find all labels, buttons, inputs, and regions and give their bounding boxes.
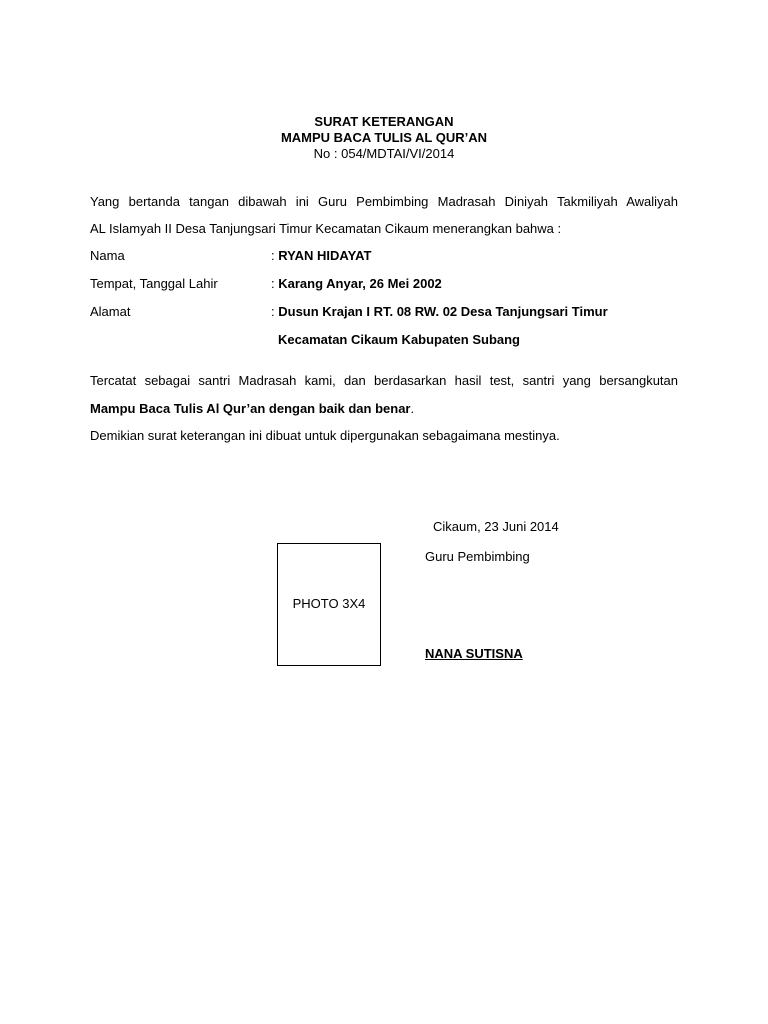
statement-bold: Mampu Baca Tulis Al Qur’an dengan baik dan benar (90, 401, 411, 416)
address-separator: : (271, 304, 279, 319)
document-title: SURAT KETERANGAN (314, 114, 454, 129)
birth-value: Karang Anyar, 26 Mei 2002 (278, 276, 442, 291)
birth-field (271, 276, 442, 291)
document-subtitle: MAMPU BACA TULIS AL QUR’AN (280, 130, 488, 145)
place-date: Cikaum, 23 Juni 2014 (433, 519, 559, 534)
address-label: Alamat (90, 304, 131, 319)
name-label: Nama (90, 248, 125, 263)
photo-label: PHOTO 3X4 (292, 596, 366, 611)
photo-placeholder (277, 543, 381, 666)
intro-line-2: AL Islamyah II Desa Tanjungsari Timur Kecamatan Cikaum menerangkan bahwa : (90, 221, 562, 236)
name-separator: : (271, 248, 279, 263)
name-field (271, 248, 371, 263)
intro-line-1: Yang bertanda tangan dibawah ini Guru Pembimbing Madrasah Diniyah Takmiliyah Awaliyah (90, 194, 678, 209)
address-value-line-1: Dusun Krajan I RT. 08 RW. 02 Desa Tanjungsari Timur (278, 304, 608, 319)
statement-line-1: Tercatat sebagai santri Madrasah kami, dan berdasarkan hasil test, santri yang bersangkutan (90, 373, 678, 388)
document-number: No : 054/MDTAI/VI/2014 (313, 146, 455, 161)
address-value-line-2: Kecamatan Cikaum Kabupaten Subang (278, 332, 520, 347)
address-field (271, 304, 608, 319)
signer-name: NANA SUTISNA (425, 646, 523, 661)
birth-label: Tempat, Tanggal Lahir (90, 276, 218, 291)
closing-statement: Demikian surat keterangan ini dibuat untuk dipergunakan sebagaimana mestinya. (90, 428, 560, 443)
name-value: RYAN HIDAYAT (278, 248, 372, 263)
statement-end: . (410, 401, 415, 416)
birth-separator: : (271, 276, 279, 291)
statement-line-2 (90, 401, 414, 416)
signer-role: Guru Pembimbing (425, 549, 530, 564)
